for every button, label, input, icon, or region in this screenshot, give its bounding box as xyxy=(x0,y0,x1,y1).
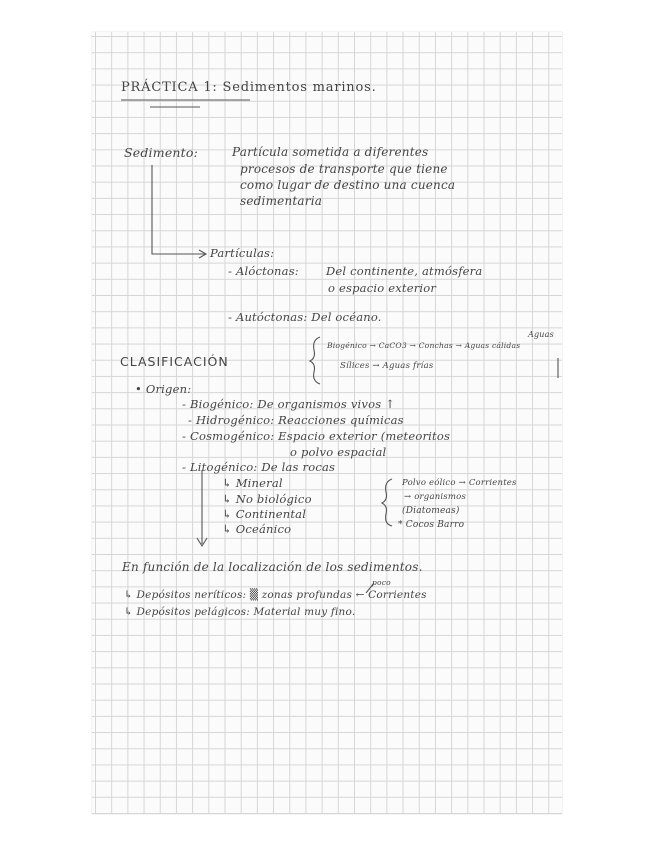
alloctonas-label: - Alóctonas: xyxy=(228,264,299,278)
litogenico-no-biologico: ↳ No biológico xyxy=(222,492,312,506)
definition-line-2: procesos de transporte que tiene xyxy=(240,162,448,176)
polvo-note-1: Polvo eólico → Corrientes xyxy=(402,478,517,488)
origen-label: • Origen: xyxy=(135,382,192,396)
origen-biogenico: - Biogénico: De organismos vivos ↑ xyxy=(182,397,396,411)
biogenico-line: Biogénico → CaCO3 → Conchas → Aguas cálidas xyxy=(327,341,521,350)
page-title: PRÁCTICA 1: Sedimentos marinos. xyxy=(121,80,377,95)
autoctonas: - Autóctonas: Del océano. xyxy=(228,310,382,324)
depositos-neriticos: ↳ Depósitos neríticos: ▒ zonas profundas ← Corrientes xyxy=(124,589,427,601)
definition-line-4: sedimentaria xyxy=(240,194,323,208)
definition-term: Sedimento: xyxy=(124,145,199,160)
definition-line-3: como lugar de destino una cuenca xyxy=(240,178,456,192)
polvo-note-3: (Diatomeas) xyxy=(402,506,460,516)
origen-cosmogenico: - Cosmogénico: Espacio exterior (meteoritos xyxy=(182,429,451,443)
litogenico-continental: ↳ Continental xyxy=(222,507,307,521)
origen-litogenico: - Litogénico: De las rocas xyxy=(182,460,336,474)
poco-note: poco xyxy=(372,578,391,587)
polvo-note-4: * Cocos Barro xyxy=(398,520,465,530)
definition-line-1: Partícula sometida a diferentes xyxy=(232,145,429,159)
silices-line: Sílices → Aguas frías xyxy=(340,361,434,371)
particles-label: Partículas: xyxy=(210,246,275,260)
litogenico-oceanico: ↳ Oceánico xyxy=(222,522,292,536)
localizacion-heading: En función de la localización de los sedimentos. xyxy=(122,560,423,574)
alloctonas-line-1: Del continente, atmósfera xyxy=(326,264,483,278)
origen-hidrogenico: - Hidrogénico: Reacciones químicas xyxy=(188,413,404,427)
aguas-label: Aguas xyxy=(528,330,554,339)
alloctonas-line-2: o espacio exterior xyxy=(328,281,437,295)
depositos-pelagicos: ↳ Depósitos pelágicos: Material muy fino. xyxy=(124,606,356,618)
litogenico-mineral: ↳ Mineral xyxy=(222,476,283,490)
origen-polvo-espacial: o polvo espacial xyxy=(290,445,387,459)
polvo-note-2: → organismos xyxy=(404,492,467,502)
clasificacion-heading: CLASIFICACIÓN xyxy=(120,354,229,369)
